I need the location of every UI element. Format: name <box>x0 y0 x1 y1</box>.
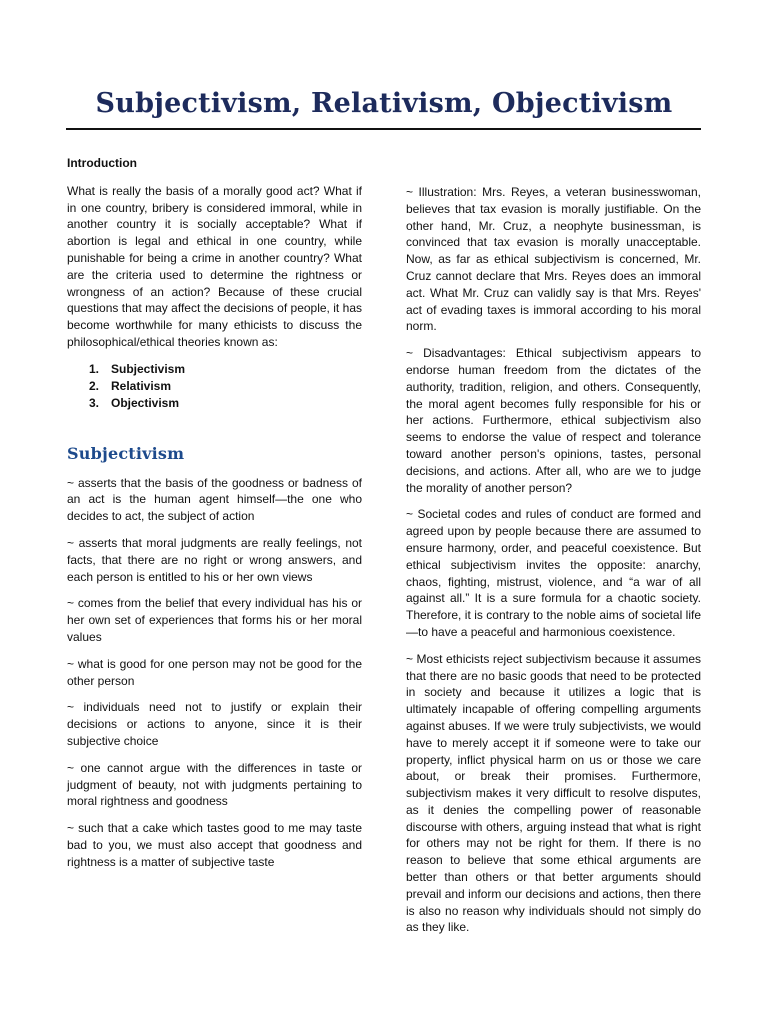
list-item-number: 1. <box>89 361 100 376</box>
subjectivism-point: ~ what is good for one person may not be good for the other person <box>67 656 362 688</box>
list-item-label: Subjectivism <box>111 361 186 376</box>
societal-codes-paragraph: ~ Societal codes and rules of conduct are formed and agreed upon by people because there are assumed to ensure harmony, order, and peaceful coexistence. But ethical subjectivism invites the opposite: anarchy, chaos, fighting, mistrust, violence, and “a war of all against all.” It is a sure formula for a chaotic society. Therefore, it is contrary to the noble aims of societal life—to have a peaceful and harmonious coexistence. <box>406 507 701 639</box>
list-item-label: Relativism <box>111 378 172 393</box>
introduction-heading: Introduction <box>67 156 137 170</box>
subjectivism-heading: Subjectivism <box>67 443 185 463</box>
list-item <box>89 361 362 378</box>
disadvantages-paragraph: ~ Disadvantages: Ethical subjectivism appears to endorse human freedom from the dictates of the authority, tradition, religion, and others. Consequently, the moral agent becomes fully responsible for his or her actions. Furthermore, ethical subjectivism also seems to endorse the value of respect and tolerance toward another person's opinions, tastes, personal decisions, and actions. After all, who are we to judge the morality of another person? <box>406 346 701 495</box>
page-title: Subjectivism, Relativism, Objectivism <box>95 88 673 119</box>
subjectivism-point: ~ comes from the belief that every individual has his or her own set of experiences that forms his or her moral values <box>67 596 362 644</box>
list-item-label: Objectivism <box>111 395 180 410</box>
subjectivism-point: ~ individuals need not to justify or explain their decisions or actions to anyone, since it is their subjective choice <box>67 700 362 748</box>
subjectivism-point: ~ one cannot argue with the differences in taste or judgment of beauty, not with judgments pertaining to moral rightness and goodness <box>67 760 362 809</box>
introduction-paragraph: What is really the basis of a morally good act? What if in one country, bribery is considered immoral, while in another country it is socially acceptable? What if abortion is legal and ethical in one country, while punishable for being a crime in another country? What are the criteria used to determine the rightness or wrongness of an action? Because of these crucial questions that may affect the decisions of people, it has become worthwhile for many ethicists to discuss the philosophical/ethical theories known as: <box>67 183 362 349</box>
theories-list <box>89 361 362 412</box>
title-divider <box>66 128 701 130</box>
subjectivism-point: ~ such that a cake which tastes good to me may taste bad to you, we must also accept that goodness and rightness is a matter of subjective taste <box>67 821 362 869</box>
list-item <box>89 395 362 412</box>
subjectivism-point: ~ asserts that moral judgments are really feelings, not facts, that there are no right or wrong answers, and each person is entitled to his or her own views <box>67 535 362 584</box>
rejection-paragraph: ~ Most ethicists reject subjectivism because it assumes that there are no basic goods that need to be protected in society and because it utilizes a logic that is ultimately incapable of offering compelling arguments against abuses. If we were truly subjectivists, we would have to merely accept it if someone were to take our property, inflict physical harm on us or those we care about, or break their promises. Furthermore, subjectivism makes it very difficult to resolve disputes, as it denies the compelling power of reasonable discourse with others, arguing instead that what is right for others may not be right for them. If there is no reason to believe that some ethical arguments are better than others or that better arguments should prevail and inform our decisions and actions, then there is also no reason why individuals should not simply do as they like. <box>406 651 701 935</box>
subjectivism-point: ~ asserts that the basis of the goodness or badness of an act is the human agent himself—the one who decides to act, the subject of action <box>67 475 362 524</box>
right-column <box>406 184 701 946</box>
left-column <box>67 155 362 881</box>
list-item-number: 2. <box>89 378 100 393</box>
list-item <box>89 378 362 395</box>
list-item-number: 3. <box>89 395 100 410</box>
illustration-paragraph: ~ Illustration: Mrs. Reyes, a veteran businesswoman, believes that tax evasion is morally justifiable. On the other hand, Mr. Cruz, a neophyte businessman, is convinced that tax evasion is morally unacceptable. Now, as far as ethical subjectivism is concerned, Mr. Cruz cannot declare that Mrs. Reyes does an immoral act. What Mr. Cruz can validly say is that Mrs. Reyes' act of evading taxes is immoral according to his moral norm. <box>406 185 701 334</box>
